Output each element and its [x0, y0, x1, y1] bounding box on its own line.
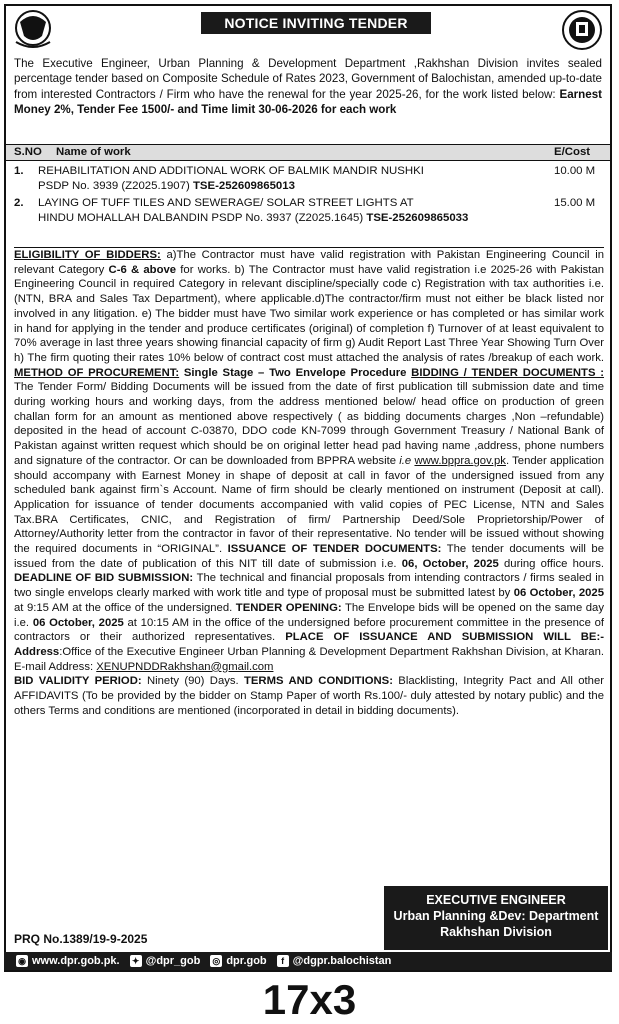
validity-text: Ninety (90) Days.	[141, 675, 244, 688]
row-number: 2.	[14, 197, 24, 209]
intro-text: The Executive Engineer, Urban Planning & Development Department ,Rakhshan Division invites sealed percentage tender based on Composite Schedule of Rates 2023, Government of Balochistan, amended up-to-date from interested Contractors / Firm who have the renewal for the year 2025-26, for the work listed below:	[14, 57, 602, 101]
terms-heading: TERMS AND CONDITIONS:	[244, 675, 393, 688]
footer-website-text: www.dpr.gob.pk.	[32, 955, 120, 967]
twitter-icon: ✦	[130, 955, 142, 967]
header-name: Name of work	[56, 146, 131, 158]
footer-instagram-text: dpr.gob	[226, 955, 267, 967]
conditions-body	[14, 247, 604, 719]
issuance-text: The tender documents will be issued from the date of publication of this NIT till date of submission i.e.	[14, 543, 604, 570]
footer-website[interactable]	[16, 955, 120, 967]
eligibility-text: for works. b) The Contractor must have valid registration i.e 2025-26 with Pakistan Engineering Council in required Category in relevant discipline/specially code c) Registration with tax authorities i.e. (NTN, BRA and Sales Tax Department), where applicable.d)The contractor/firm must not either be black listed nor involved in any litigation. e) The bidder must have Two similar work experience or has completed or has similar work in hand for applying in the tender and produce certificates (original) of completion f) Turnover of at least equivalent to 70% average in last three years showing financial capacity of firm g) Audit Report Last Three Year Showing Turn Over h) The firm quoting their rates 10% below of contract cost must attached the analysis of rates /breakup of each work.	[14, 263, 605, 364]
bppra-link[interactable]: www.bppra.gov.pk	[414, 454, 506, 467]
place-heading: PLACE OF ISSUANCE AND SUBMISSION WILL BE:- Address	[14, 631, 604, 658]
eligibility-text: a)The Contractor must have valid registration with Pakistan Engineering Council in relevant Category	[14, 249, 604, 276]
opening-date: 06 October, 2025	[32, 616, 124, 629]
row-number: 1.	[14, 165, 24, 177]
header-cost: E/Cost	[554, 146, 591, 158]
emblem-logo	[12, 8, 54, 52]
terms-text: Blacklisting, Integrity Pact and All other AFFIDAVITS (To be provided by the bidder on Stamp Paper of worth Rs.100/- duly attested by notary public) and the others Terms and conditions are mentioned (incorporated in detail in bidding documents).	[14, 675, 604, 717]
footer-facebook[interactable]	[277, 955, 392, 967]
signature-dept: Urban Planning &Dev: Department	[393, 909, 599, 923]
intro-paragraph	[14, 56, 602, 118]
footer-facebook-text: @dgpr.balochistan	[292, 955, 392, 967]
instagram-icon: ◎	[210, 955, 222, 967]
work-psdp: PSDP No. 3939 (Z2025.1907)	[38, 180, 193, 192]
signature-block	[384, 886, 608, 950]
row-work	[38, 164, 538, 194]
opening-heading: TENDER OPENING:	[235, 601, 342, 614]
bidding-text: . Tender application should accompany with Earnest Money in shape of deposit at call in favor of the undersigned issued from any scheduled bank against firm`s Account. Name of firm should be clearly mentioned on instrument (Deposit at call). Application for issuance of tender documents accompanied with valid copies of PEC License, NTN and Sales Tax.BRA Certificates, CNIC, and Registration of firm/ Partnership Deed/Sole Proprietorship/Power of Attorney/Authority letter from the contractor in favor of their representative. No tender will be issued without showing the required documents in “ORIGINAL”.	[14, 454, 604, 556]
footer-twitter[interactable]	[130, 955, 201, 967]
ad-size-label: 17x3	[262, 976, 357, 1023]
website-prefix: i.e	[399, 454, 415, 467]
method-heading: METHOD OF PROCUREMENT:	[14, 366, 180, 379]
works-table	[6, 144, 610, 225]
seal-logo	[560, 8, 604, 52]
eligibility-category: C-6 & above	[108, 263, 177, 276]
deadline-date: 06 October, 2025	[513, 587, 604, 600]
table-row	[6, 193, 610, 225]
email-link[interactable]: XENUPNDDRakhshan@gmail.com	[96, 660, 274, 673]
intro-terms: Earnest Money 2%, Tender Fee 1500/- and Time limit 30-06-2026 for each work	[14, 87, 602, 117]
place-text: :Office of the Executive Engineer Urban Planning & Development Department Rakhshan Division, at Kharan. E-mail Address:	[14, 645, 604, 673]
work-tse: TSE-252609865013	[192, 180, 295, 192]
row-work	[38, 196, 538, 226]
row-cost: 10.00 M	[554, 165, 596, 177]
facebook-icon: f	[277, 955, 289, 967]
notice-header	[6, 6, 610, 58]
issuance-date: 06, October, 2025	[401, 557, 499, 570]
bidding-heading: BIDDING / TENDER DOCUMENTS :	[411, 366, 605, 379]
signature-division: Rakhshan Division	[440, 925, 552, 939]
method-value: Single Stage – Two Envelope Procedure	[179, 366, 412, 379]
eligibility-heading: ELIGIBILITY OF BIDDERS:	[14, 249, 161, 261]
header-sno: S.NO	[14, 146, 42, 158]
validity-heading: BID VALIDITY PERIOD:	[14, 675, 142, 688]
row-cost: 15.00 M	[554, 197, 596, 209]
table-header	[6, 144, 610, 161]
opening-text: The Envelope bids will be opened on the same day i.e.	[14, 601, 604, 629]
work-tse: TSE-252609865033	[366, 212, 469, 224]
footer-instagram[interactable]	[210, 955, 266, 967]
table-row	[6, 161, 610, 193]
work-line: REHABILITATION AND ADDITIONAL WORK OF BALMIK MANDIR NUSHKI	[38, 165, 424, 177]
opening-text: at 10:15 AM in the office of the undersigned before procurement committee in the presence of contractors or their authorized representatives.	[14, 616, 604, 644]
deadline-text: The technical and financial proposals from intending contractors / firms sealed in two single envelops clearly marked with work title and type of proposal must be submitted latest by	[14, 572, 604, 600]
work-line: LAYING OF TUFF TILES AND SEWERAGE/ SOLAR STREET LIGHTS AT	[38, 197, 414, 209]
prq-number: PRQ No.1389/19-9-2025	[14, 932, 148, 946]
deadline-heading: DEADLINE OF BID SUBMISSION:	[14, 572, 194, 585]
work-psdp: HINDU MOHALLAH DALBANDIN PSDP No. 3937 (Z2025.1645)	[38, 212, 367, 224]
globe-icon: ◉	[16, 955, 28, 967]
footer-twitter-text: @dpr_gob	[145, 955, 201, 967]
issuance-heading: ISSUANCE OF TENDER DOCUMENTS:	[227, 543, 442, 556]
notice-title: NOTICE INVITING TENDER	[201, 12, 431, 34]
signature-title: EXECUTIVE ENGINEER	[426, 893, 566, 907]
deadline-text: at 9:15 AM at the office of the undersigned.	[14, 601, 236, 614]
social-footer	[4, 952, 612, 970]
notice-frame	[4, 4, 612, 972]
bidding-text: The Tender Form/ Bidding Documents will be issued from the date of first publication till submission date and time during working hours and working days, from the address mentioned below/ head office on production of green challan form for an amount as mentioned above respectively ( as bidding documents charges ,Non –refundable) deposited in the head of account C-03870, DDO code KN-7099 through Government Treasury / National Bank of Pakistan against written request which should be on original letter head pad having name ,address, phone numbers and signature of the contractor. Or can be downloaded from BPPRA website	[14, 381, 604, 467]
issuance-text: during office hours.	[498, 557, 604, 570]
